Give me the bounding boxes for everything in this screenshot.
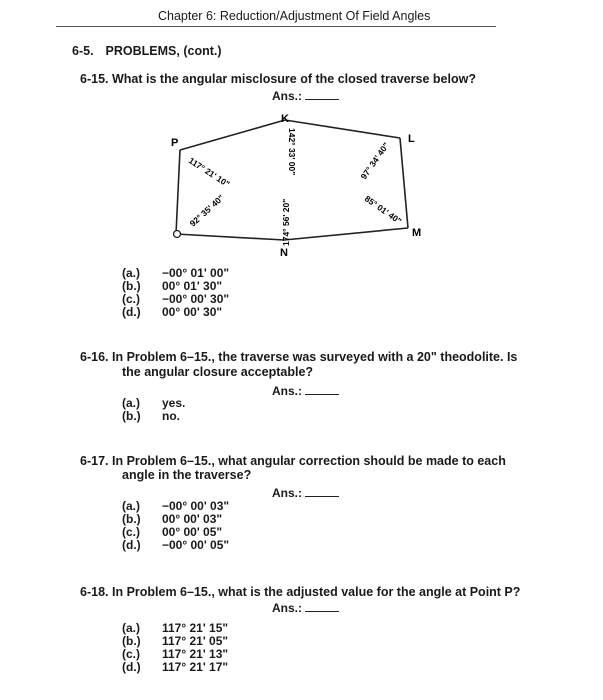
answer-line-6-17 <box>272 486 339 500</box>
line-o-p <box>176 150 180 234</box>
chapter-header: Chapter 6: Reduction/Adjustment Of Field Angles <box>158 9 431 23</box>
option-d[interactable]: (d.) 117° 21' 17" <box>122 660 229 674</box>
answer-line-6-18 <box>272 601 339 615</box>
question-number: 6-16. <box>80 350 109 364</box>
traverse-diagram <box>160 110 450 270</box>
header-rule <box>56 26 496 27</box>
option-b[interactable]: (b.) 00° 01' 30" <box>122 279 223 293</box>
section-title: PROBLEMS, (cont.) <box>105 44 222 58</box>
point-n-label: N <box>280 247 288 259</box>
question-text: What is the angular misclosure of the closed traverse below? <box>111 72 476 86</box>
options-6-18 <box>122 622 228 674</box>
option-a[interactable]: (a.) −00° 00' 03" <box>122 499 230 513</box>
question-6-18 <box>80 585 520 599</box>
answer-line-6-15 <box>272 89 339 103</box>
answer-line-6-16 <box>272 384 339 398</box>
line-m-n <box>284 228 408 240</box>
point-o-marker <box>174 231 181 238</box>
question-6-17 <box>80 454 506 468</box>
line-p-k <box>180 120 285 150</box>
answer-blank[interactable] <box>305 384 339 395</box>
point-m-label: M <box>412 227 422 239</box>
line-k-l <box>285 120 400 138</box>
answer-label: Ans.: <box>272 601 302 615</box>
angle-k-label: 142° 33' 00" <box>287 128 297 176</box>
options-6-17 <box>122 500 229 552</box>
option-b[interactable]: (b.) 117° 21' 05" <box>122 634 229 648</box>
angle-m-label: 85° 01' 40" <box>362 193 404 227</box>
line-n-o <box>176 234 284 240</box>
question-text-line1: In Problem 6–15., the traverse was surveyed with a 20" theodolite. Is <box>111 350 518 364</box>
question-text: In Problem 6–15., what is the adjusted value for the angle at Point P? <box>111 585 521 599</box>
option-d[interactable]: (d.) 00° 00' 30" <box>122 305 223 319</box>
answer-blank[interactable] <box>305 486 339 497</box>
question-6-16-line2: the angular closure acceptable? <box>122 365 314 379</box>
option-c[interactable]: (c.) −00° 00' 30" <box>122 292 230 306</box>
question-6-16 <box>80 350 517 364</box>
question-text-line1: In Problem 6–15., what angular correction should be made to each <box>111 454 506 468</box>
point-k-label: K <box>281 113 289 125</box>
option-d[interactable]: (d.) −00° 00' 05" <box>122 538 230 552</box>
question-6-17-line2: angle in the traverse? <box>122 468 252 482</box>
option-c[interactable]: (c.) 00° 00' 05" <box>122 525 223 539</box>
answer-blank[interactable] <box>305 601 339 612</box>
point-l-label: L <box>408 133 415 145</box>
option-b[interactable]: (b.) no. <box>122 409 180 423</box>
option-a[interactable]: (a.) yes. <box>122 396 186 410</box>
answer-label: Ans.: <box>272 384 302 398</box>
option-c[interactable]: (c.) 117° 21' 13" <box>122 647 229 661</box>
answer-label: Ans.: <box>272 89 302 103</box>
options-6-15 <box>122 267 229 319</box>
section-number: 6-5. <box>72 44 94 58</box>
option-b[interactable]: (b.) 00° 00' 03" <box>122 512 223 526</box>
angle-n-label: 174° 56' 20" <box>281 198 291 246</box>
point-p-label: P <box>171 137 179 149</box>
angle-p-label: 117° 21' 10" <box>186 155 232 190</box>
question-number: 6-18. <box>80 585 109 599</box>
option-a[interactable]: (a.) −00° 01' 00" <box>122 266 230 280</box>
question-6-15 <box>80 72 476 86</box>
question-number: 6-17. <box>80 454 109 468</box>
options-6-16 <box>122 397 185 423</box>
option-a[interactable]: (a.) 117° 21' 15" <box>122 621 229 635</box>
question-number: 6-15. <box>80 72 109 86</box>
angle-l-label: 97° 34' 40" <box>358 140 392 182</box>
answer-blank[interactable] <box>305 89 339 100</box>
angle-o-label: 92° 35' 40" <box>187 192 226 229</box>
answer-label: Ans.: <box>272 486 302 500</box>
section-heading <box>72 44 222 58</box>
line-l-m <box>400 138 408 228</box>
